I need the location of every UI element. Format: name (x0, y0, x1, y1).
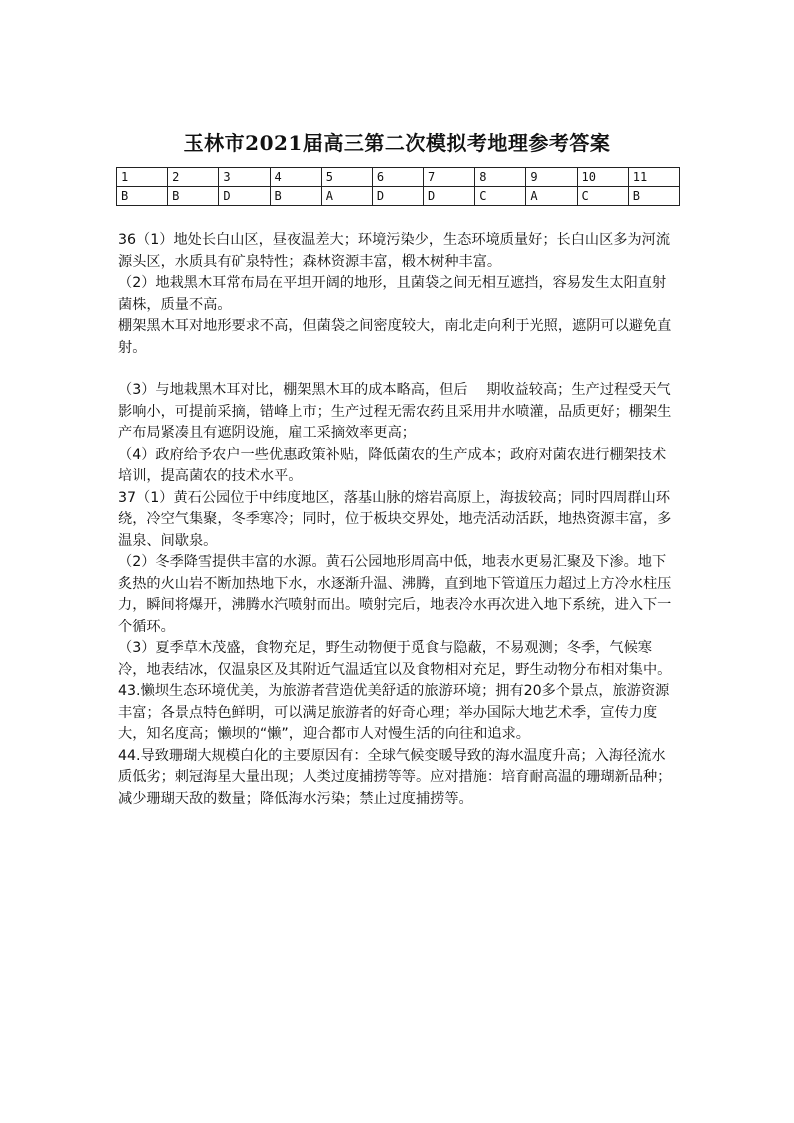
answer-paragraph-43: 43.懒坝生态环境优美，为旅游者营造优美舒适的旅游环境；拥有20多个景点，旅游资源丰富；各景点特色鲜明，可以满足旅游者的好奇心理；举办国际大地艺术季，宣传力度大，知名度高；懒坝的“懒”，迎合都市人对慢生活的向往和追求。 (118, 683, 670, 742)
answer-paragraph-36-1: 36（1）地处长白山区，昼夜温差大；环境污染少，生态环境质量好；长白山区多为河流源头区，水质具有矿泉特性；森林资源丰富，椴木树种丰富。 (118, 232, 671, 270)
question-number-cell: 7 (424, 168, 475, 187)
paragraph-spacer (118, 359, 678, 380)
answer-cell: B (117, 187, 168, 206)
answer-table (116, 167, 680, 206)
answer-cell: B (628, 187, 679, 206)
question-number-cell: 3 (219, 168, 270, 187)
question-number-cell: 2 (168, 168, 219, 187)
answer-table-answer-row (117, 187, 680, 206)
answer-cell: B (270, 187, 321, 206)
answer-paragraph-37-3: （3）夏季草木茂盛，食物充足，野生动物便于觅食与隐蔽，不易观测；冬季，气候寒冷，地表结冰，仅温泉区及其附近气温适宜以及食物相对充足，野生动物分布相对集中。 (118, 640, 672, 678)
answer-paragraph-44: 44.导致珊瑚大规模白化的主要原因有：全球气候变暖导致的海水温度升高；入海径流水质低劣；刺冠海星大量出现；人类过度捕捞等等。应对措施：培育耐高温的珊瑚新品种；减少珊瑚天敌的数量；降低海水污染；禁止过度捕捞等。 (118, 747, 672, 807)
document-title: 玉林市2021届高三第二次模拟考地理参考答案 (183, 131, 611, 155)
answer-cell: D (219, 187, 270, 206)
answer-cell: D (424, 187, 475, 206)
answer-paragraph-36-2: （2）地栽黑木耳常布局在平坦开阔的地形，且菌袋之间无相互遮挡，容易发生太阳直射菌株，质量不高。 (118, 275, 667, 313)
question-number-cell: 10 (577, 168, 628, 187)
question-number-cell: 1 (117, 168, 168, 187)
question-number-cell: 11 (628, 168, 679, 187)
answer-cell: C (577, 187, 628, 206)
answer-cell: A (526, 187, 577, 206)
answer-paragraph-36-3: （3）与地栽黑木耳对比，棚架黑木耳的成本略高，但后 期收益较高；生产过程受天气影响小，可提前采摘，错峰上市；生产过程无需农药且采用井水喷灌，品质更好；棚架生产布局紧凑且有遮阴设施，雇工采摘效率更高； (118, 382, 672, 441)
question-number-cell: 4 (270, 168, 321, 187)
answer-cell: B (168, 187, 219, 206)
answer-cell: D (372, 187, 423, 206)
answer-cell: C (475, 187, 526, 206)
question-number-cell: 8 (475, 168, 526, 187)
answer-cell: A (321, 187, 372, 206)
question-number-cell: 6 (372, 168, 423, 187)
question-number-cell: 9 (526, 168, 577, 187)
question-number-cell: 5 (321, 168, 372, 187)
answer-paragraph-36-4: （4）政府给予农户一些优惠政策补贴，降低菌农的生产成本；政府对菌农进行棚架技术培训，提高菌农的技术水平。 (118, 446, 667, 484)
answer-body (118, 230, 678, 810)
answer-paragraph-37-1: 37（1）黄石公园位于中纬度地区，落基山脉的熔岩高原上，海拔较高；同时四周群山环绕，冷空气集聚，冬季寒冷；同时，位于板块交界处，地壳活动活跃，地热资源丰富，多温泉、间歇泉。 (118, 489, 672, 549)
answer-paragraph-37-2: （2）冬季降雪提供丰富的水源。黄石公园地形周高中低，地表水更易汇聚及下渗。地下炙热的火山岩不断加热地下水，水逐渐升温、沸腾，直到地下管道压力超过上方冷水柱压力，瞬间将爆开，沸腾水汽喷射而出。喷射完后，地表冷水再次进入地下系统，进入下一个循环。 (118, 554, 672, 635)
answer-table-number-row (117, 168, 680, 187)
answer-paragraph-36-2-cont: 棚架黑木耳对地形要求不高，但菌袋之间密度较大，南北走向利于光照，遮阴可以避免直射。 (118, 318, 672, 356)
